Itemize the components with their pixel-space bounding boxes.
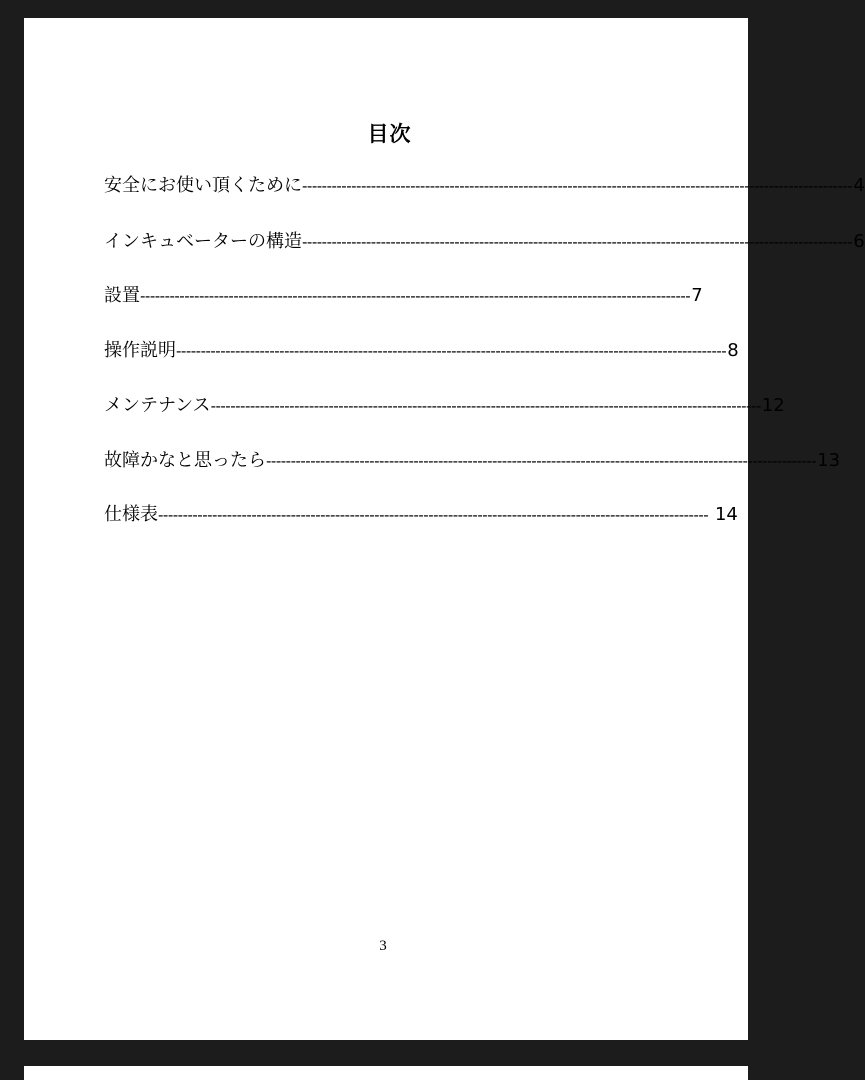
document-page <box>24 18 865 1040</box>
toc-entry <box>104 338 739 364</box>
toc-dot-leader: ---------------------------------------------------------------------------------------------------------------- <box>302 177 853 195</box>
toc-dot-leader: ---------------------------------------------------------------------------------------------------------------- <box>176 342 727 360</box>
toc-entry-page: 12 <box>761 395 785 416</box>
next-page-edge[interactable] <box>24 1066 748 1080</box>
toc-entry-label: 設置 <box>104 285 140 306</box>
toc-entry-label: 操作説明 <box>104 340 176 361</box>
toc-entry-label: 安全にお使い頂くために <box>104 175 302 196</box>
toc-entry-page: 14 <box>709 504 738 525</box>
toc-entry <box>104 448 841 474</box>
toc-entry-label: インキュベーターの構造 <box>104 231 302 252</box>
toc-dot-leader: ---------------------------------------------------------------------------------------------------------------- <box>210 397 761 415</box>
toc-dot-leader: ---------------------------------------------------------------------------------------------------------------- <box>302 233 853 251</box>
toc-entry <box>104 283 703 309</box>
toc-dot-leader: ---------------------------------------------------------------------------------------------------------------- <box>158 506 709 524</box>
toc-entry-label: 仕様表 <box>104 504 158 525</box>
toc-dot-leader: ---------------------------------------------------------------------------------------------------------------- <box>140 287 691 305</box>
toc-entry-page: 4 <box>853 175 865 196</box>
toc-entry-page: 7 <box>691 285 703 306</box>
toc-entry <box>104 502 738 528</box>
toc-entry-page: 6 <box>853 231 865 252</box>
toc-entry-label: 故障かなと思ったら <box>104 450 266 471</box>
toc-entry-page: 8 <box>727 340 739 361</box>
toc-dot-leader: ---------------------------------------------------------------------------------------------------------------- <box>266 452 817 470</box>
toc-entry <box>104 393 785 419</box>
toc-entry <box>104 173 865 199</box>
toc-entry <box>104 229 865 255</box>
page-number: 3 <box>379 938 387 954</box>
toc-title: 目次 <box>367 122 412 146</box>
toc-entry-label: メンテナンス <box>104 395 211 416</box>
toc-entry-page: 13 <box>817 450 841 471</box>
